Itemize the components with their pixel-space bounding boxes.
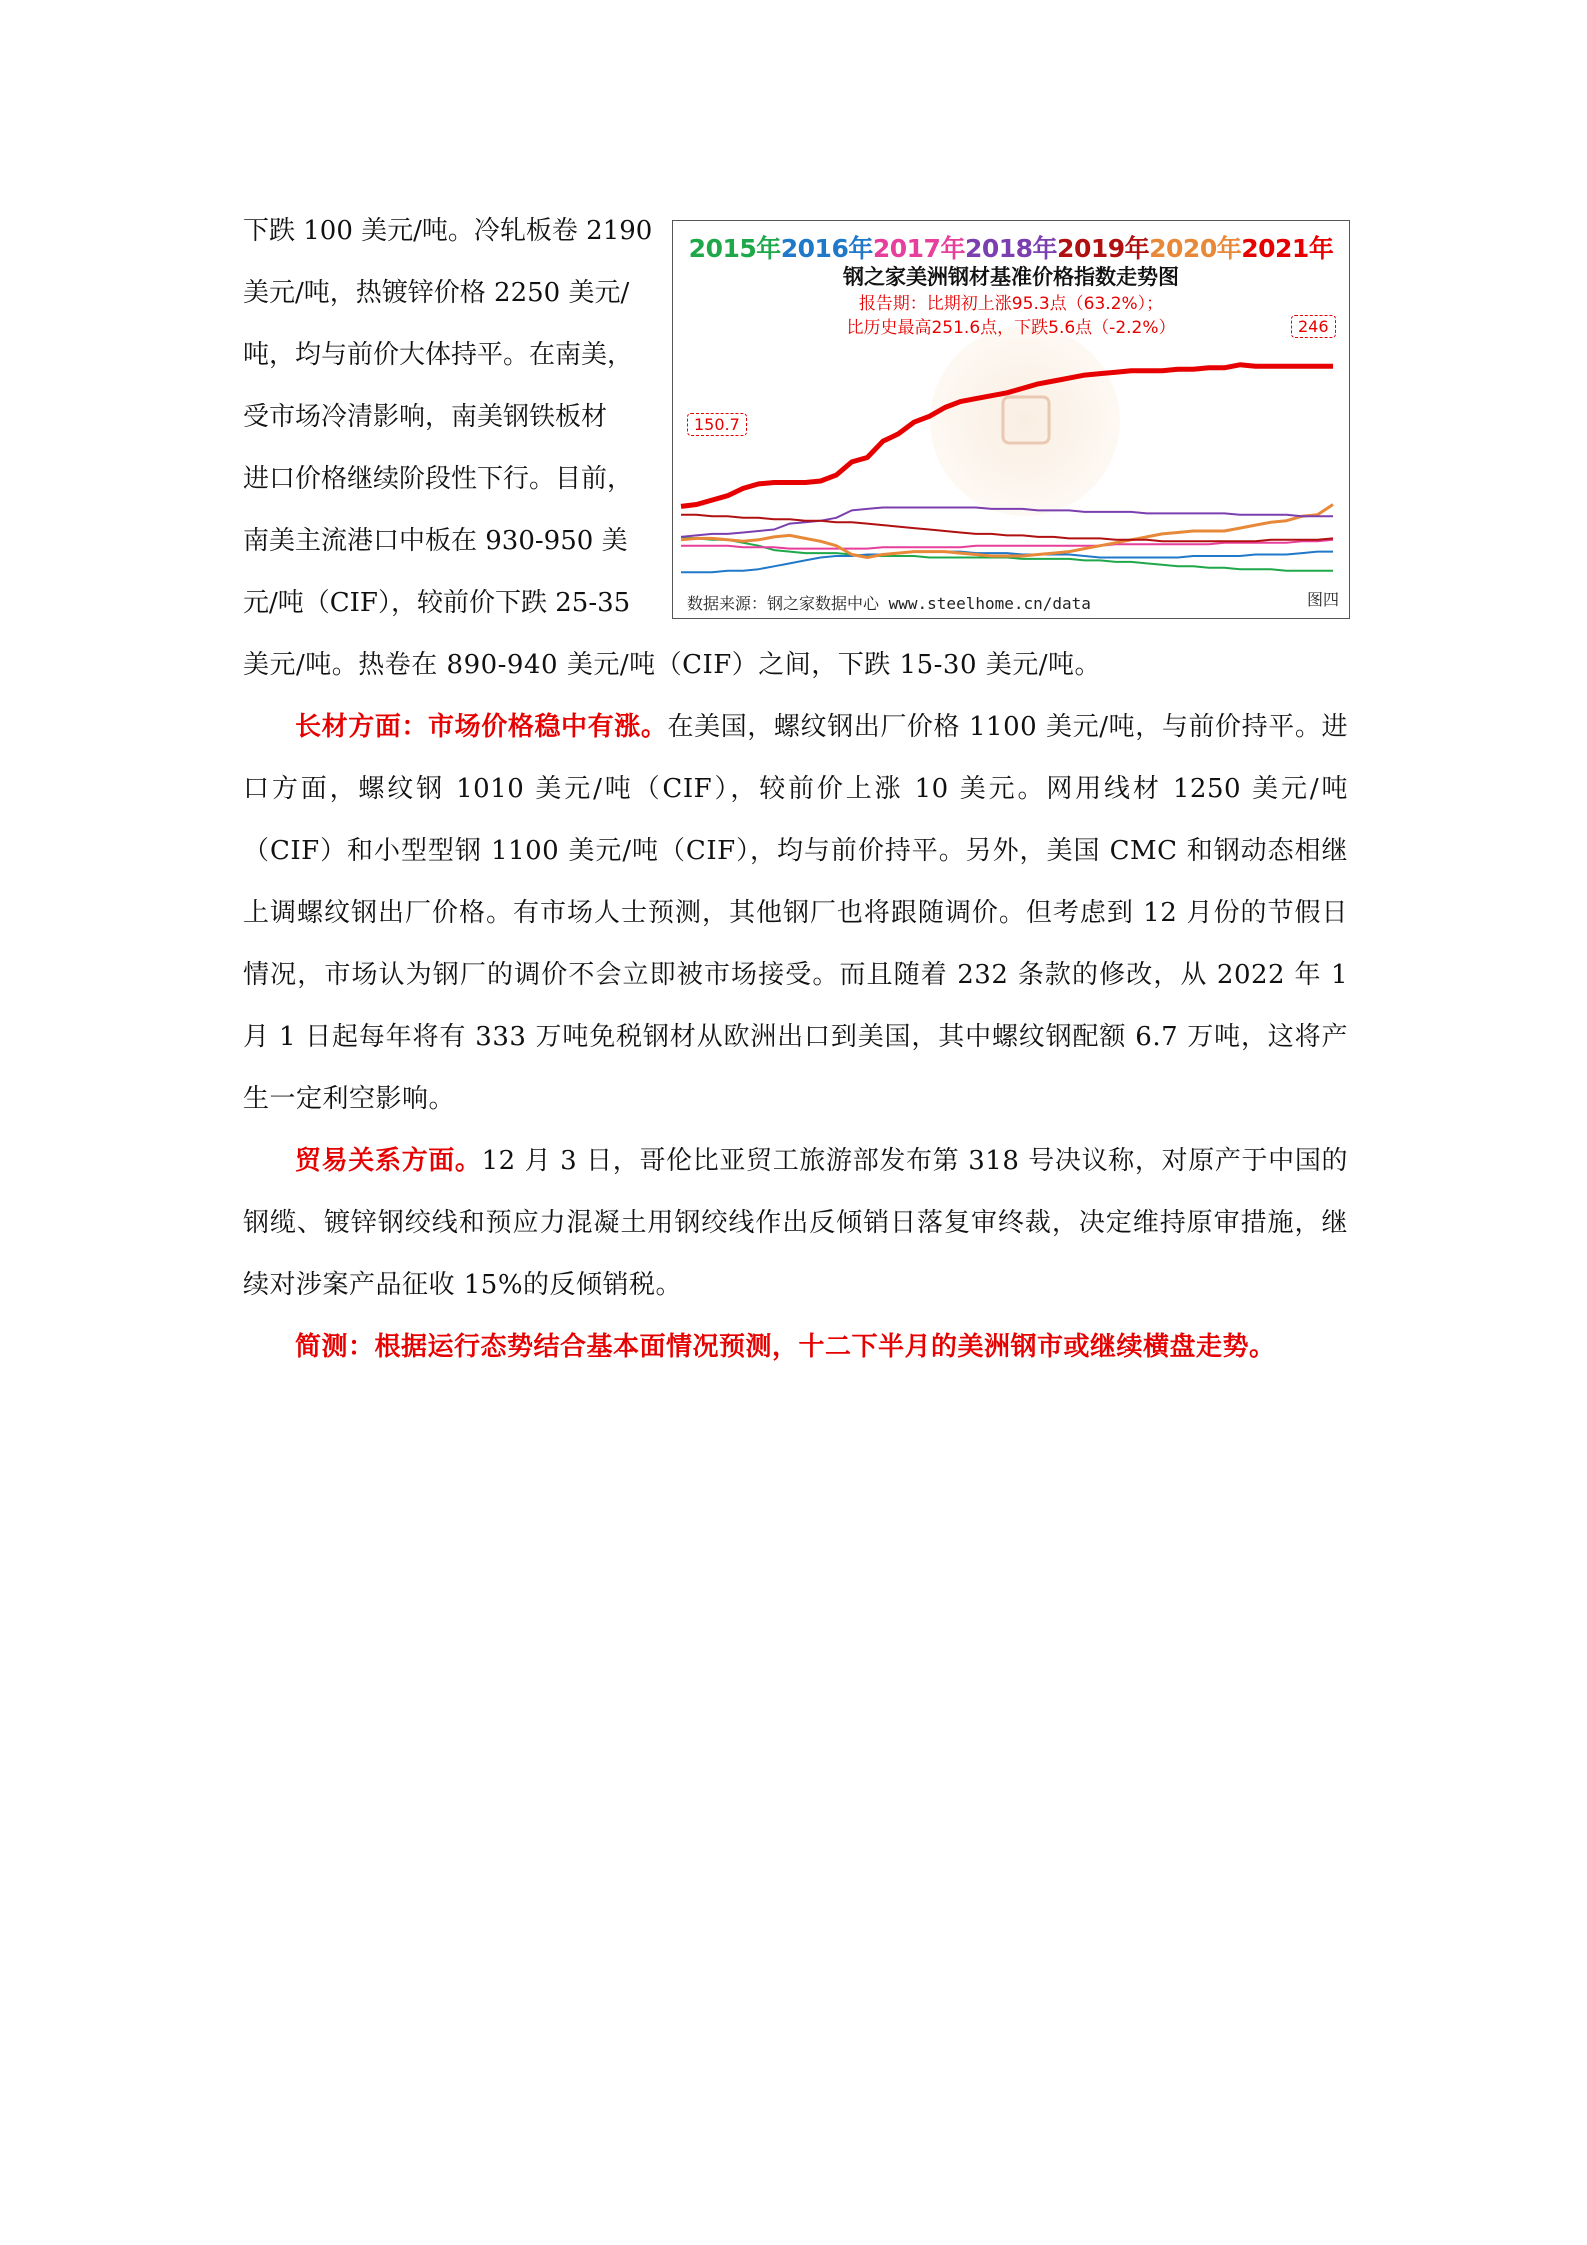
end-value-callout: 246 [1291, 315, 1336, 338]
year-2015: 2015年 [688, 234, 781, 263]
body-text [243, 634, 1348, 1378]
paragraph-long-products [243, 696, 1348, 1130]
trade-heading: 贸易关系方面。 [295, 1146, 482, 1176]
price-index-chart [672, 220, 1350, 619]
chart-subtitle-2: 比历史最高251.6点，下跌5.6点（-2.2%） [846, 318, 1176, 338]
paragraph-trade [243, 1130, 1348, 1316]
year-2020: 2020年 [1149, 234, 1242, 263]
chart-subtitle-1: 报告期：比期初上涨95.3点（63.2%）； [858, 294, 1164, 314]
text-line: 下跌 100 美元/吨。冷轧板卷 2190 [243, 216, 653, 246]
trade-body: 12 月 3 日，哥伦比亚贸工旅游部发布第 318 号决议称，对原产于中国的钢缆、镀锌钢绞线和预应力混凝土用钢绞线作出反倾销日落复审终裁，决定维持原审措施，继续对涉案产品征收 15%的反倾销税。 [243, 1146, 1348, 1300]
start-value-callout: 150.7 [687, 413, 747, 436]
chart-title: 钢之家美洲钢材基准价格指数走势图 [843, 265, 1179, 289]
year-2021: 2021年 [1241, 234, 1334, 263]
text-line: 南美主流港口中板在 930-950 美 [243, 526, 628, 556]
year-2019: 2019年 [1057, 234, 1150, 263]
text-line: 进口价格继续阶段性下行。目前， [243, 464, 634, 494]
float-text [243, 200, 663, 634]
text-line: 美元/吨，热镀锌价格 2250 美元/ [243, 278, 630, 308]
text-line: 元/吨（CIF），较前价下跌 25-35 [243, 588, 631, 618]
paragraph-forecast: 简测：根据运行态势结合基本面情况预测，十二下半月的美洲钢市或继续横盘走势。 [295, 1332, 1276, 1362]
watermark-logo [930, 326, 1120, 516]
chart-source: 数据来源：钢之家数据中心 www.steelhome.cn/data [687, 594, 1091, 613]
chart-years-title [673, 229, 1349, 265]
year-2017: 2017年 [872, 234, 965, 263]
paragraph-continuation: 美元/吨。热卷在 890-940 美元/吨（CIF）之间，下跌 15-30 美元/吨。 [243, 650, 1102, 680]
text-line: 受市场冷清影响，南美钢铁板材 [243, 402, 608, 432]
year-2018: 2018年 [964, 234, 1058, 263]
long-products-body: 在美国，螺纹钢出厂价格 1100 美元/吨，与前价持平。进口方面，螺纹钢 1010 美元/吨（CIF），较前价上涨 10 美元。网用线材 1250 美元/吨（CIF）和小型型钢 1100 美元/吨（CIF），均与前价持平。另外，美国 CMC 和钢动态相继上调螺纹钢出厂价格。有市场人士预测，其他钢厂也将跟随调价。但考虑到 12 月份的节假日情况，市场认为钢厂的调价不会立即被市场接受。而且随着 232 条款的修改，从 2022 年 1 月 1 日起每年将有 333 万吨免税钢材从欧洲出口到美国，其中螺纹钢配额 6.7 万吨，这将产生一定利空影响。 [243, 712, 1348, 1114]
long-products-heading: 长材方面：市场价格稳中有涨。 [295, 712, 668, 742]
figure-label: 图四 [1306, 590, 1339, 609]
text-line: 吨，均与前价大体持平。在南美， [243, 340, 634, 370]
year-2016: 2016年 [780, 234, 873, 263]
